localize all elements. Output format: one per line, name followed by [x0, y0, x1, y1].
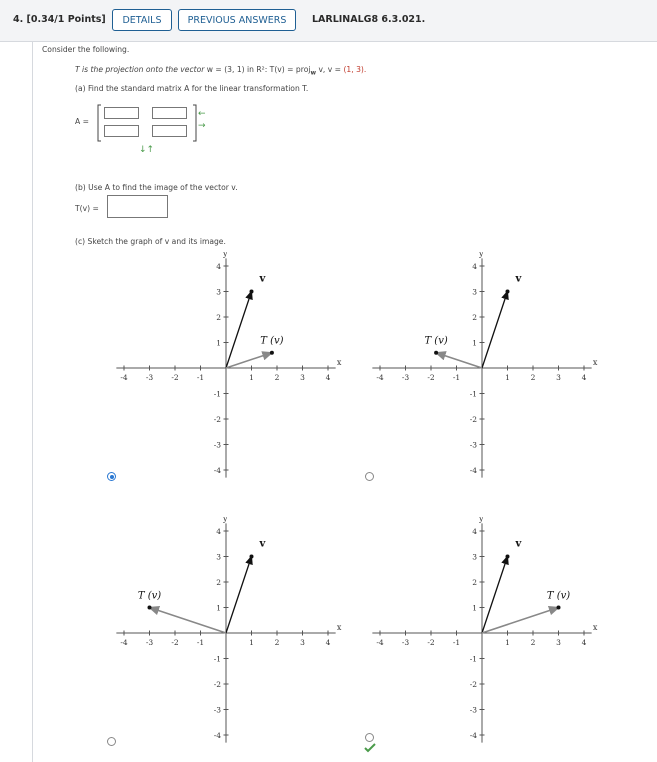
x-axis-label: x	[336, 623, 342, 632]
x-tick-label: 2	[530, 373, 536, 382]
x-tick-label: -3	[401, 373, 410, 382]
y-axis-label: y	[479, 252, 484, 259]
vector-v-label: v	[259, 273, 266, 285]
x-tick-label: -1	[452, 638, 461, 647]
statement-mid: in R²: T(v) = proj	[247, 65, 311, 74]
x-tick-label: -3	[401, 638, 410, 647]
details-button[interactable]: DETAILS	[112, 9, 172, 31]
y-tick-label: -4	[469, 466, 477, 475]
row-arrow-right-icon[interactable]: →	[198, 121, 206, 131]
y-tick-label: 4	[472, 527, 477, 536]
x-tick-label: 4	[325, 638, 331, 647]
x-tick-label: 3	[300, 373, 305, 382]
vector-v	[482, 557, 508, 634]
x-tick-label: -4	[376, 638, 384, 647]
vector-v-label: v	[259, 538, 266, 550]
matrix-cell-22[interactable]	[152, 125, 187, 137]
y-tick-label: 3	[472, 552, 477, 562]
y-tick-label: 3	[216, 287, 221, 297]
vector-tv	[436, 353, 482, 368]
vector-v	[226, 292, 252, 369]
y-tick-label: -2	[213, 415, 221, 424]
statement-v: v, v =	[318, 65, 342, 74]
statement-prefix: T is the projection onto the vector	[75, 65, 205, 74]
vector-v-point	[506, 290, 510, 294]
y-tick-label: 4	[472, 262, 477, 271]
x-tick-label: 3	[556, 373, 561, 382]
x-tick-label: 2	[274, 373, 280, 382]
previous-answers-button[interactable]: PREVIOUS ANSWERS	[178, 9, 296, 31]
x-tick-label: 2	[274, 638, 280, 647]
vector-tv-label: T (v)	[260, 335, 284, 347]
x-tick-label: 1	[249, 373, 254, 382]
x-tick-label: -2	[171, 373, 179, 382]
vector-v-point	[506, 555, 510, 559]
y-tick-label: -3	[469, 440, 477, 450]
radio-option-3[interactable]	[107, 737, 116, 746]
vector-tv	[482, 608, 559, 634]
graph-option-2	[366, 252, 606, 482]
y-tick-label: 2	[472, 578, 477, 587]
y-tick-label: -1	[213, 654, 221, 664]
left-border	[32, 42, 33, 762]
vector-tv-point	[270, 351, 274, 355]
y-tick-label: 1	[216, 603, 221, 613]
intro-text: Consider the following.	[42, 45, 130, 54]
vector-tv-point	[434, 351, 438, 355]
x-tick-label: -4	[120, 373, 128, 382]
y-tick-label: 1	[216, 338, 221, 348]
y-tick-label: -4	[213, 731, 221, 740]
x-tick-label: 1	[249, 638, 254, 647]
graph-option-1	[110, 252, 350, 482]
x-tick-label: 4	[325, 373, 331, 382]
problem-statement	[75, 65, 366, 77]
y-tick-label: -3	[213, 705, 221, 715]
x-tick-label: -3	[145, 373, 154, 382]
x-tick-label: 2	[530, 638, 536, 647]
part-a-text: (a) Find the standard matrix A for the linear transformation T.	[75, 84, 309, 93]
row-arrow-left-icon[interactable]: ←	[198, 109, 206, 119]
statement-w: w = (3, 1)	[206, 65, 245, 74]
radio-option-1[interactable]	[107, 472, 116, 481]
x-tick-label: 1	[505, 373, 510, 382]
vector-tv-label: T (v)	[546, 590, 571, 602]
vector-tv-point	[148, 606, 152, 610]
vector-v	[226, 557, 252, 634]
matrix-label: A =	[75, 117, 89, 126]
y-axis-label: y	[223, 252, 228, 259]
y-tick-label: -3	[469, 705, 477, 715]
column-arrows-icon[interactable]: ↓↑	[139, 145, 155, 155]
radio-option-4[interactable]	[365, 733, 374, 742]
x-tick-label: -4	[376, 373, 384, 382]
y-tick-label: -2	[213, 680, 221, 689]
x-tick-label: 4	[581, 638, 587, 647]
radio-option-2[interactable]	[365, 472, 374, 481]
matrix-cell-12[interactable]	[152, 107, 187, 119]
y-tick-label: -3	[213, 440, 221, 450]
vector-tv	[226, 353, 272, 368]
x-tick-label: -1	[196, 638, 205, 647]
vector-v-label: v	[515, 538, 522, 550]
vector-v	[482, 292, 508, 369]
x-tick-label: 3	[300, 638, 305, 647]
y-tick-label: -2	[469, 415, 477, 424]
y-tick-label: -2	[469, 680, 477, 689]
x-tick-label: 4	[581, 373, 587, 382]
y-axis-label: y	[223, 517, 228, 524]
x-tick-label: -1	[196, 373, 205, 382]
statement-vval: (1, 3).	[343, 65, 367, 74]
y-tick-label: 2	[216, 578, 221, 587]
statement-sub: w	[310, 69, 317, 77]
y-tick-label: 4	[216, 262, 221, 271]
y-axis-label: y	[479, 517, 484, 524]
vector-v-label: v	[515, 273, 522, 285]
x-tick-label: -1	[452, 373, 461, 382]
y-tick-label: -1	[213, 389, 221, 399]
tv-label: T(v) =	[75, 204, 99, 213]
correct-check-icon	[364, 743, 376, 753]
y-tick-label: 2	[472, 313, 477, 322]
x-tick-label: 3	[556, 638, 561, 647]
matrix-cell-21[interactable]	[104, 125, 139, 137]
x-tick-label: -2	[171, 638, 179, 647]
x-axis-label: x	[592, 358, 598, 367]
x-tick-label: -2	[427, 638, 435, 647]
part-b-text: (b) Use A to find the image of the vector v.	[75, 183, 238, 192]
question-header	[0, 0, 657, 42]
y-tick-label: 1	[472, 338, 477, 348]
x-tick-label: -4	[120, 638, 128, 647]
y-tick-label: 3	[216, 552, 221, 562]
y-tick-label: 3	[472, 287, 477, 297]
part-c-text: (c) Sketch the graph of v and its image.	[75, 237, 226, 246]
y-tick-label: -1	[469, 654, 477, 664]
vector-v-point	[250, 555, 254, 559]
x-axis-label: x	[336, 358, 342, 367]
y-tick-label: 4	[216, 527, 221, 536]
y-tick-label: 1	[472, 603, 477, 613]
vector-v-point	[250, 290, 254, 294]
x-tick-label: 1	[505, 638, 510, 647]
x-tick-label: -3	[145, 638, 154, 647]
y-tick-label: 2	[216, 313, 221, 322]
x-tick-label: -2	[427, 373, 435, 382]
vector-tv-label: T (v)	[137, 590, 162, 602]
question-number: 4. [0.34/1 Points]	[13, 14, 106, 25]
vector-tv	[150, 608, 227, 634]
y-tick-label: -1	[469, 389, 477, 399]
vector-tv-label: T (v)	[424, 335, 448, 347]
matrix-cell-11[interactable]	[104, 107, 139, 119]
graph-option-4	[366, 517, 606, 747]
y-tick-label: -4	[469, 731, 477, 740]
vector-tv-point	[557, 606, 561, 610]
tv-input[interactable]	[107, 195, 168, 218]
graph-option-3	[110, 517, 350, 747]
y-tick-label: -4	[213, 466, 221, 475]
question-source: LARLINALG8 6.3.021.	[312, 14, 426, 25]
x-axis-label: x	[592, 623, 598, 632]
